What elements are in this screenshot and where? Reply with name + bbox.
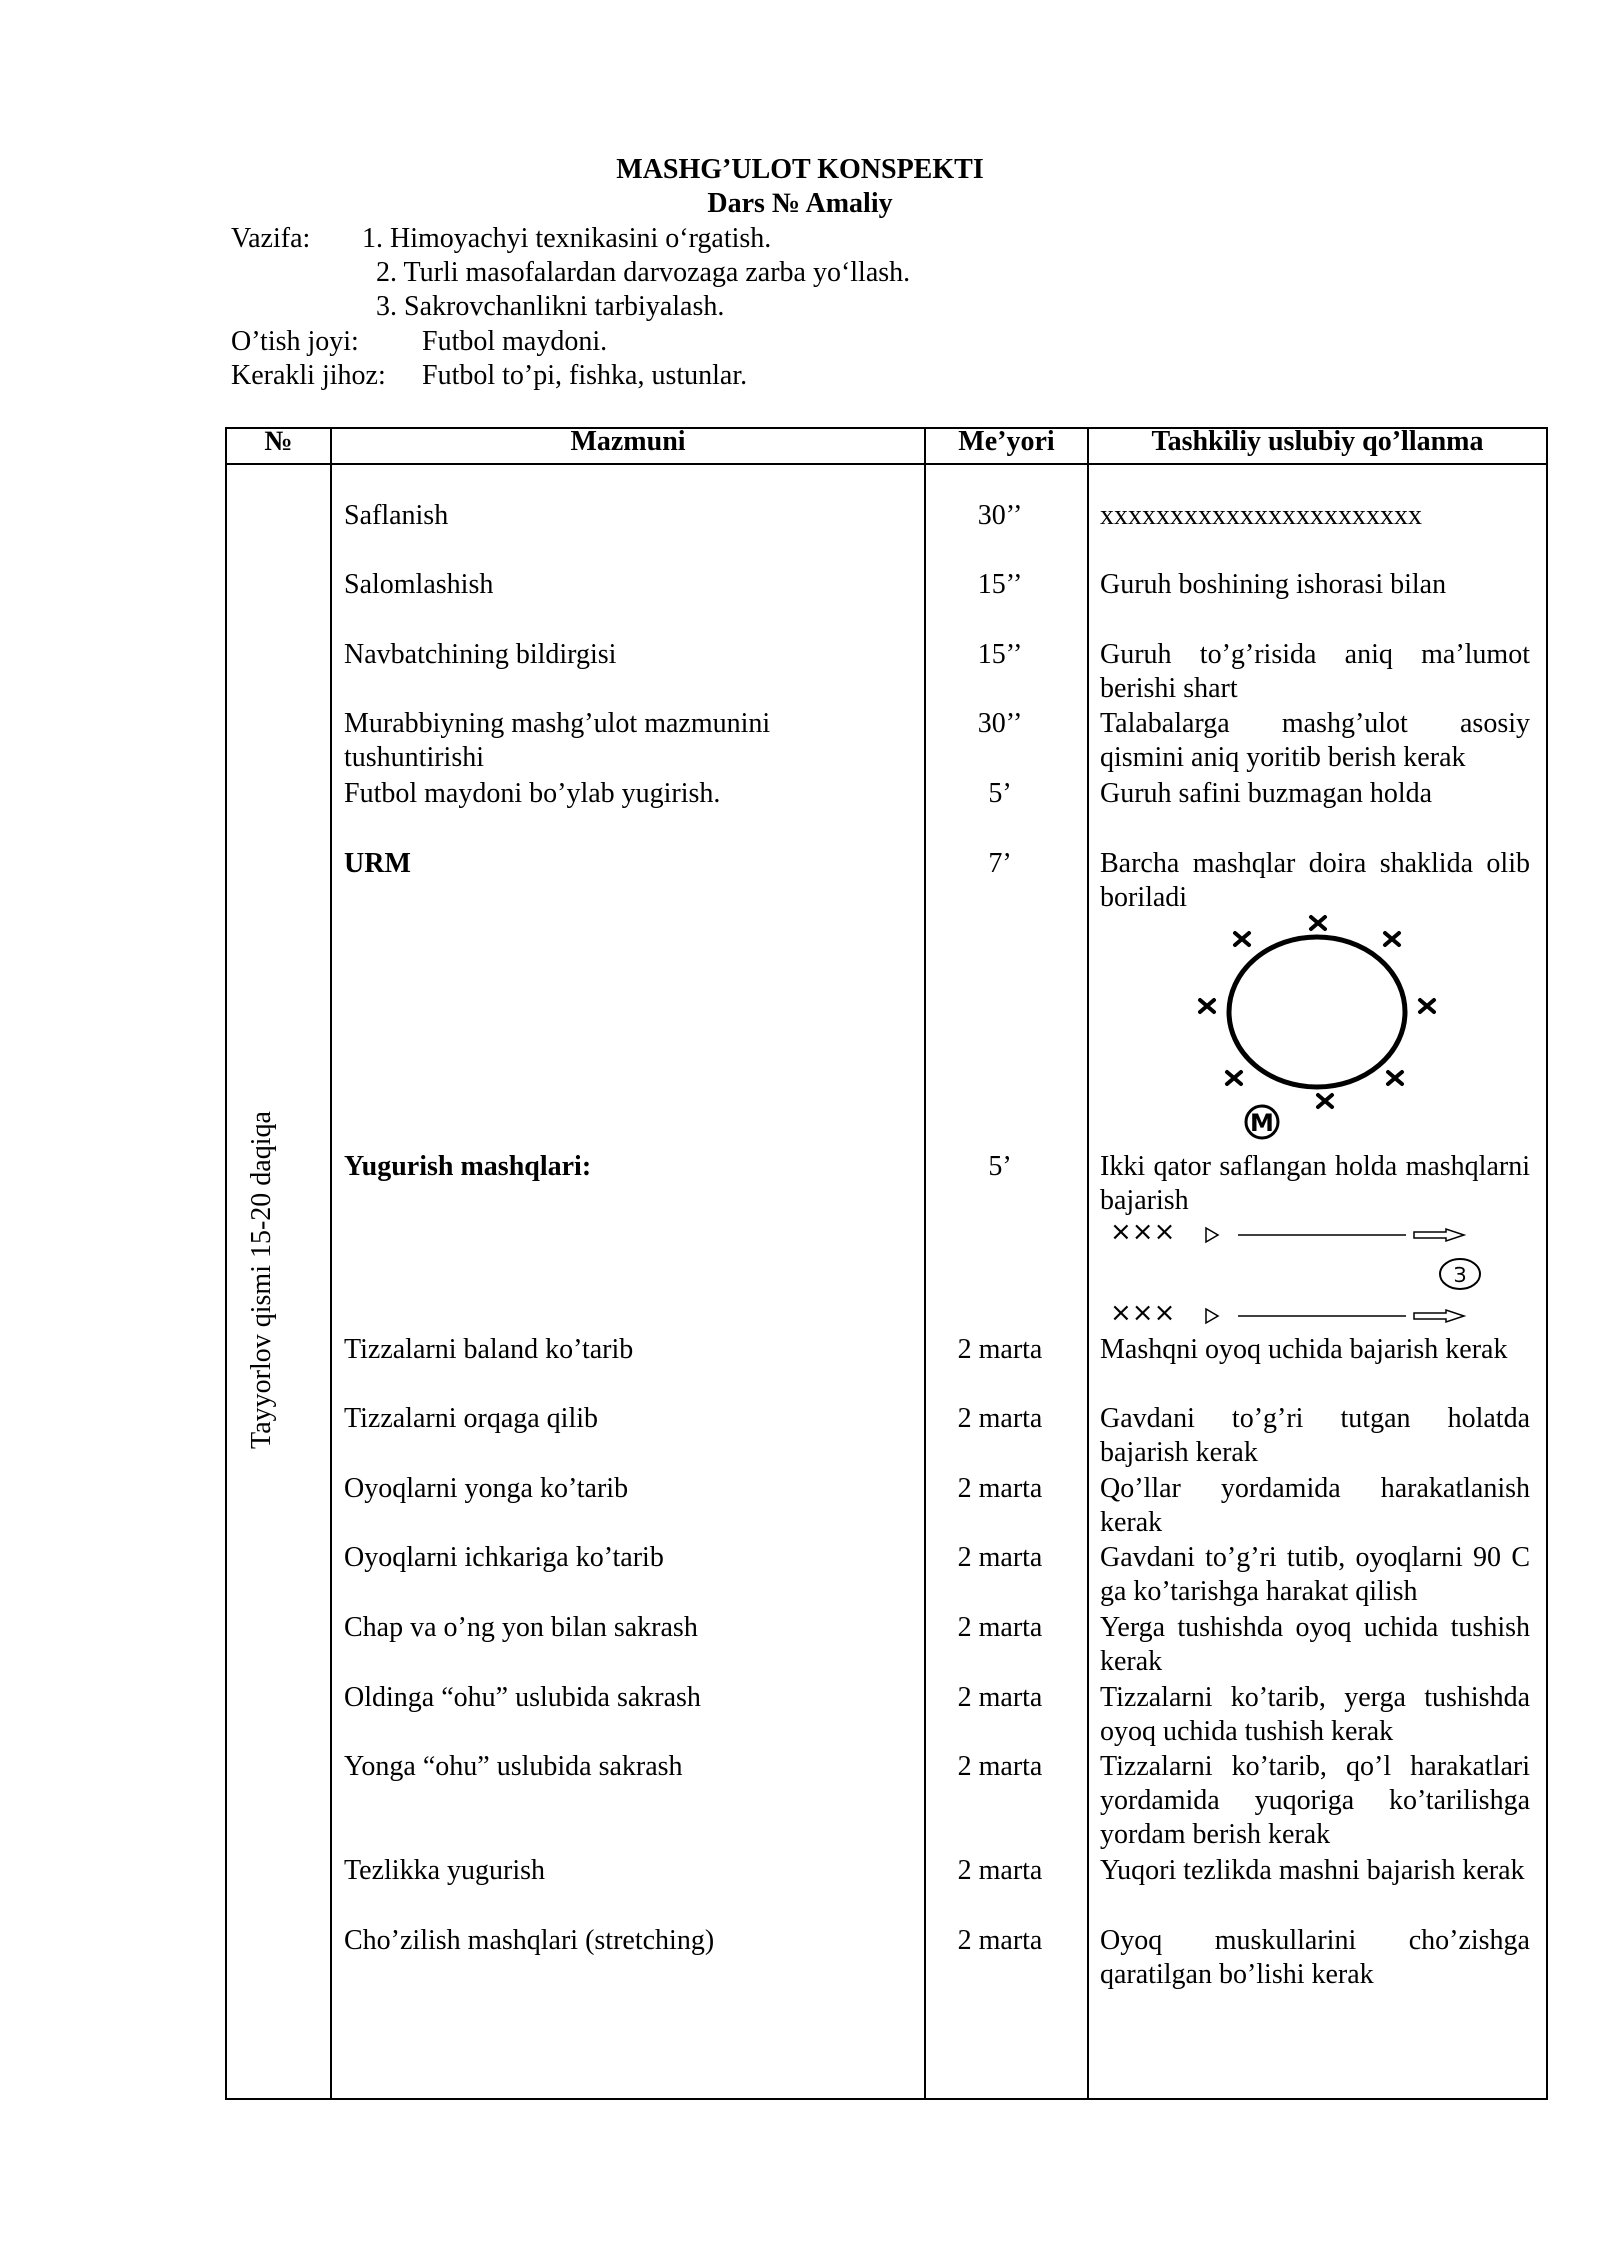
equipment-value: Futbol to’pi, fishka, ustunlar. xyxy=(422,360,748,391)
row-content: Oldinga “ohu” uslubida sakrash xyxy=(344,1682,701,1713)
table-border-left xyxy=(225,427,227,2100)
row-guide: Barcha mashqlar doira shaklida olib boriladi xyxy=(1100,848,1530,913)
place-value: Futbol maydoni. xyxy=(422,326,608,357)
table-border-bottom xyxy=(225,2098,1548,2100)
player-cross-icons xyxy=(1200,917,1434,1107)
row-content: Yonga “ohu” uslubida sakrash xyxy=(344,1751,683,1782)
row-content: Navbatchining bildirgisi xyxy=(344,639,617,670)
line-2-players: ××× xyxy=(1110,1298,1176,1328)
row-guide: Tizzalarni ko’tarib, yerga tushishda oyoq uchida tushish kerak xyxy=(1100,1682,1530,1747)
col-header-guide: Tashkiliy uslubiy qo’llanma xyxy=(1151,426,1484,457)
row-norm: 30’’ xyxy=(977,708,1023,739)
table-col-divider-2 xyxy=(924,427,926,2100)
table-header-divider xyxy=(225,463,1548,465)
row-norm: 15’’ xyxy=(977,639,1023,670)
row-content: Tizzalarni baland ko’tarib xyxy=(344,1334,634,1365)
row-norm: 2 marta xyxy=(957,1542,1043,1573)
row-content: Tezlikka yugurish xyxy=(344,1855,545,1886)
row-norm: 5’ xyxy=(988,1151,1012,1182)
two-lines-diagram xyxy=(1108,1218,1488,1333)
row-guide: Tizzalarni ko’tarib, qo’l harakatlari yordamida yuqoriga ko’tarilishga yordam berish kerak xyxy=(1100,1751,1530,1850)
table-border-right xyxy=(1546,427,1548,2100)
row-content: Murabbiyning mashg’ulot mazmunini tushuntirishi xyxy=(344,708,771,773)
row-guide: Mashqni oyoq uchida bajarish kerak xyxy=(1100,1334,1508,1365)
row-guide: Ikki qator saflangan holda mashqlarni bajarish xyxy=(1100,1151,1530,1216)
col-header-content: Mazmuni xyxy=(570,426,686,457)
line-2-start-arrow-icon xyxy=(1206,1309,1218,1323)
section-label-text: Tayyorlov qismi 15-20 daqiqa xyxy=(246,1111,277,1449)
row-norm: 2 marta xyxy=(957,1473,1043,1504)
row-guide: Gavdani to’g’ri tutib, oyoqlarni 90 C ga ko’tarishga harakat qilish xyxy=(1100,1542,1530,1607)
row-content: Oyoqlarni yonga ko’tarib xyxy=(344,1473,629,1504)
row-norm: 2 marta xyxy=(957,1925,1043,1956)
row-guide: Guruh boshining ishorasi bilan xyxy=(1100,569,1447,600)
row-norm: 2 marta xyxy=(957,1682,1043,1713)
row-guide: xxxxxxxxxxxxxxxxxxxxxxx xyxy=(1100,500,1422,531)
table-col-divider-3 xyxy=(1087,427,1089,2100)
row-guide: Guruh safini buzmagan holda xyxy=(1100,778,1433,809)
row-norm: 7’ xyxy=(988,848,1012,879)
line-1-end-arrow-icon xyxy=(1414,1229,1464,1241)
lesson-line: Dars № Amaliy xyxy=(707,188,893,219)
row-content: Futbol maydoni bo’ylab yugirish. xyxy=(344,778,721,809)
row-content: Tizzalarni orqaga qilib xyxy=(344,1403,599,1434)
circle-formation-diagram xyxy=(1180,905,1460,1155)
formation-circle xyxy=(1229,937,1405,1087)
col-header-norm: Me’yori xyxy=(958,426,1055,457)
task-label: Vazifa: xyxy=(231,223,311,254)
row-guide: Yerga tushishda oyoq uchida tushish kerak xyxy=(1100,1612,1530,1677)
row-norm: 2 marta xyxy=(957,1403,1043,1434)
row-guide: Yuqori tezlikda mashni bajarish kerak xyxy=(1100,1855,1525,1886)
row-norm: 30’’ xyxy=(977,500,1023,531)
task-item-1: 1. Himoyachyi texnikasini o‘rgatish. xyxy=(362,223,772,254)
col-header-number: № xyxy=(264,426,293,457)
equipment-label: Kerakli jihoz: xyxy=(231,360,386,391)
row-norm: 15’’ xyxy=(977,569,1023,600)
section-label xyxy=(244,1095,280,1465)
table-col-divider-1 xyxy=(330,427,332,2100)
row-guide: Qo’llar yordamida harakatlanish kerak xyxy=(1100,1473,1530,1538)
row-guide: Gavdani to’g’ri tutgan holatda bajarish kerak xyxy=(1100,1403,1530,1468)
row-content: Cho’zilish mashqlari (stretching) xyxy=(344,1925,715,1956)
task-item-3: 3. Sakrovchanlikni tarbiyalash. xyxy=(376,291,725,322)
coach-marker-letter: M xyxy=(1250,1109,1274,1137)
row-guide: Talabalarga mashg’ulot asosiy qismini aniq yoritib berish kerak xyxy=(1100,708,1530,773)
line-1-players: ××× xyxy=(1110,1218,1176,1247)
row-guide: Oyoq muskullarini cho’zishga qaratilgan bo’lishi kerak xyxy=(1100,1925,1530,1990)
row-content: Yugurish mashqlari: xyxy=(344,1151,592,1182)
row-content: Oyoqlarni ichkariga ko’tarib xyxy=(344,1542,664,1573)
row-guide: Guruh to’g’risida aniq ma’lumot berishi shart xyxy=(1100,639,1530,704)
row-norm: 2 marta xyxy=(957,1612,1043,1643)
place-label: O’tish joyi: xyxy=(231,326,359,357)
row-content: Salomlashish xyxy=(344,569,494,600)
row-norm: 2 marta xyxy=(957,1751,1043,1782)
task-item-2: 2. Turli masofalardan darvozaga zarba yo‘llash. xyxy=(376,257,911,288)
row-norm: 2 marta xyxy=(957,1334,1043,1365)
row-norm: 2 marta xyxy=(957,1855,1043,1886)
row-content: URM xyxy=(344,848,411,879)
line-2-end-arrow-icon xyxy=(1414,1310,1464,1322)
document-title: MASHG’ULOT KONSPEKTI xyxy=(616,154,984,185)
row-norm: 5’ xyxy=(988,778,1012,809)
row-content: Chap va o’ng yon bilan sakrash xyxy=(344,1612,698,1643)
row-content: Saflanish xyxy=(344,500,449,531)
marker-3-letter: З xyxy=(1453,1263,1467,1287)
line-1-start-arrow-icon xyxy=(1206,1228,1218,1242)
